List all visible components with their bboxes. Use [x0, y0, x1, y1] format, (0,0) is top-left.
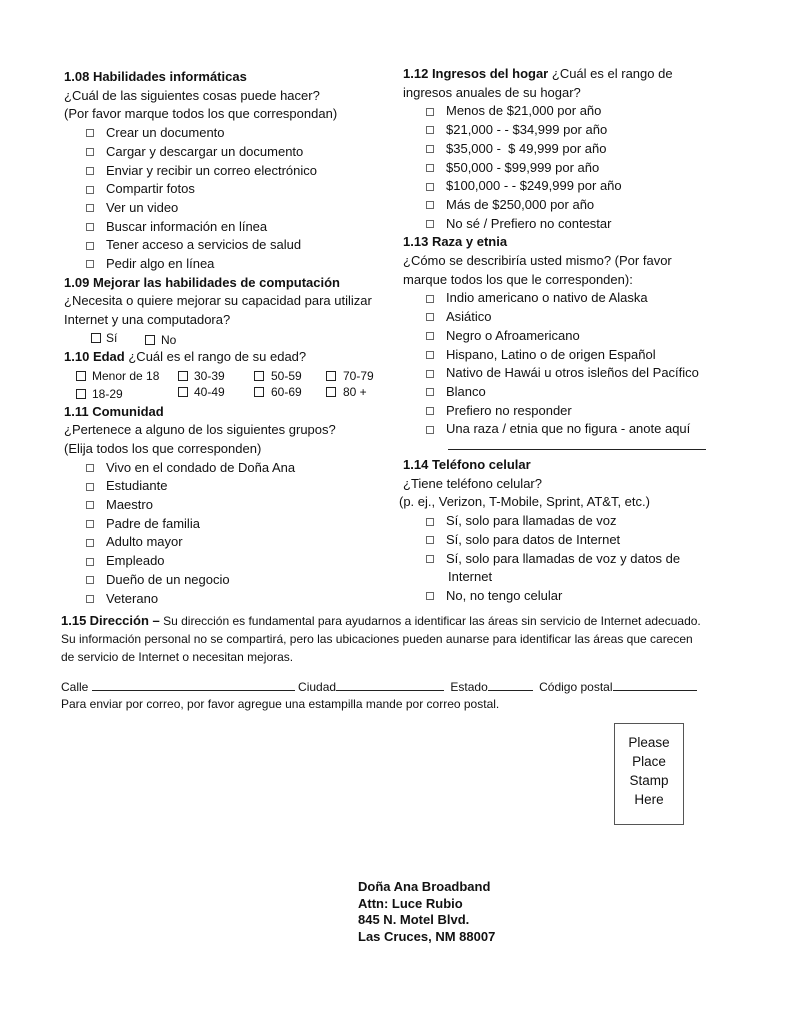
option-label: Asiático — [446, 309, 492, 325]
q112-option[interactable] — [426, 140, 733, 159]
q108-option[interactable] — [86, 255, 394, 274]
q112-heading — [403, 65, 733, 84]
option-label: 70-79 — [343, 368, 374, 383]
q112-option[interactable] — [426, 159, 733, 178]
checkbox[interactable] — [86, 242, 94, 250]
q110-number: 1.10 — [64, 348, 90, 364]
checkbox[interactable] — [86, 148, 94, 156]
checkbox[interactable] — [426, 388, 434, 396]
q115-text2: Su información personal no se compartirá, pero las ubicaciones pueden aunarse para identificar las áreas que carecen — [61, 632, 693, 646]
q111-question: ¿Pertenece a alguno de los siguientes grupos? — [64, 422, 336, 438]
q108-options — [64, 124, 394, 274]
q108-option[interactable] — [86, 143, 394, 162]
checkbox[interactable] — [86, 186, 94, 194]
q112-question: ¿Cuál es el rango de — [551, 66, 673, 81]
q109-number: 1.09 — [64, 274, 90, 290]
checkbox[interactable] — [426, 295, 434, 303]
option-label: $21,000 - - $34,999 por año — [446, 122, 608, 138]
option-label: Sí, solo para llamadas de voz y datos de — [446, 550, 681, 566]
q113-write-in-line[interactable] — [448, 439, 706, 450]
address-fields — [61, 678, 697, 697]
q115-title: Dirección – — [89, 613, 160, 628]
option-label: Más de $250,000 por año — [446, 196, 595, 212]
q113-title: Raza y etnia — [431, 234, 508, 250]
address-line: Las Cruces, NM 88007 — [358, 928, 496, 944]
q111-options — [64, 459, 394, 609]
checkbox[interactable] — [76, 389, 86, 399]
checkbox[interactable] — [86, 558, 94, 566]
q115-number: 1.15 — [61, 613, 87, 628]
q112-title: Ingresos del hogar — [431, 66, 549, 81]
q109-options — [64, 330, 394, 347]
checkbox[interactable] — [86, 129, 94, 137]
checkbox[interactable] — [426, 220, 434, 228]
q108-option[interactable] — [86, 199, 394, 218]
checkbox[interactable] — [145, 335, 155, 345]
option-label: Maestro — [106, 497, 153, 513]
checkbox[interactable] — [254, 371, 264, 381]
checkbox[interactable] — [426, 351, 434, 359]
option-label: Padre de familia — [106, 515, 200, 531]
option-label: Una raza / etnia que no figura - anote aquí — [446, 421, 691, 437]
q110-question: ¿Cuál es el rango de su edad? — [128, 348, 307, 364]
right-column — [399, 65, 733, 606]
option-label: Negro o Afroamericano — [446, 327, 580, 343]
q112-option[interactable] — [426, 177, 733, 196]
q110-option[interactable] — [254, 383, 302, 402]
option-label: Menos de $21,000 por año — [446, 103, 602, 119]
option-label: Crear un documento — [106, 125, 225, 141]
q112-number: 1.12 — [403, 66, 429, 81]
q109-option-no[interactable] — [145, 333, 176, 347]
q108-option[interactable] — [86, 162, 394, 181]
q113-option[interactable] — [426, 364, 733, 383]
q108-option[interactable] — [86, 236, 394, 255]
option-label: 50-59 — [271, 368, 302, 383]
checkbox[interactable] — [426, 592, 434, 600]
option-label: Buscar información en línea — [106, 218, 268, 234]
city-input[interactable] — [336, 679, 444, 691]
stamp-line: Here — [634, 792, 664, 807]
checkbox[interactable] — [86, 204, 94, 212]
q111-option[interactable] — [86, 515, 394, 534]
street-input[interactable] — [92, 679, 295, 691]
q109-question-cont: Internet y una computadora? — [64, 312, 231, 328]
checkbox[interactable] — [426, 108, 434, 116]
checkbox[interactable] — [326, 387, 336, 397]
q111-number: 1.11 — [64, 403, 89, 419]
checkbox[interactable] — [86, 595, 94, 603]
option-label: $100,000 - - $249,999 por año — [446, 178, 622, 194]
checkbox[interactable] — [86, 539, 94, 547]
option-label: Nativo de Hawái u otros isleños del Pacífico — [446, 365, 699, 381]
q113-option[interactable] — [426, 383, 733, 402]
q113-question-cont: marque todos los que le corresponden): — [403, 271, 633, 287]
option-label: 30-39 — [194, 368, 225, 383]
checkbox[interactable] — [426, 407, 434, 415]
q110-option[interactable] — [326, 383, 367, 402]
option-label: Enviar y recibir un correo electrónico — [106, 162, 317, 178]
q114-option[interactable] — [426, 531, 733, 550]
q114-options — [403, 512, 733, 606]
checkbox[interactable] — [426, 426, 434, 434]
checkbox[interactable] — [86, 501, 94, 509]
checkbox[interactable] — [86, 167, 94, 175]
q108-question: ¿Cuál de las siguientes cosas puede hacer? — [64, 87, 320, 103]
option-label: $35,000 - $ 49,999 por año — [446, 140, 607, 156]
option-label: Pedir algo en línea — [106, 256, 215, 272]
option-label: Sí, solo para llamadas de voz — [446, 513, 617, 529]
q109-heading — [64, 274, 394, 293]
q113-options — [403, 289, 733, 450]
zip-label: Código postal — [539, 680, 613, 694]
q110-title: Edad — [92, 348, 125, 364]
checkbox[interactable] — [91, 333, 101, 343]
q114-option[interactable] — [426, 512, 733, 531]
q111-option[interactable] — [86, 496, 394, 515]
checkbox[interactable] — [426, 518, 434, 526]
q114-option-cont: Internet — [448, 569, 493, 585]
street-label: Calle — [61, 680, 89, 694]
option-label: Sí — [106, 331, 118, 345]
option-label: Empleado — [106, 553, 165, 569]
q114-title: Teléfono celular — [431, 457, 531, 473]
option-label: $50,000 - $99,999 por año — [446, 159, 600, 175]
zip-input[interactable] — [613, 679, 697, 691]
checkbox[interactable] — [426, 126, 434, 134]
stamp-line: Place — [632, 754, 666, 769]
checkbox[interactable] — [426, 164, 434, 172]
option-label: Adulto mayor — [106, 534, 183, 550]
address-line: Doña Ana Broadband — [358, 879, 491, 894]
checkbox[interactable] — [86, 464, 94, 472]
q108-title: Habilidades informáticas — [92, 69, 247, 84]
q112-option[interactable] — [426, 215, 733, 234]
state-input[interactable] — [488, 679, 533, 691]
q111-option[interactable] — [86, 459, 394, 478]
q113-option[interactable] — [426, 420, 733, 439]
option-label: 80 + — [343, 384, 367, 399]
checkbox[interactable] — [86, 483, 94, 491]
option-label: 18-29 — [92, 386, 123, 401]
q114-option[interactable] — [426, 587, 733, 606]
q108-instruction: (Por favor marque todos los que correspondan) — [64, 106, 338, 122]
option-label: Prefiero no responder — [446, 402, 572, 418]
q109-question: ¿Necesita o quiere mejorar su capacidad para utilizar — [64, 293, 372, 309]
q109-title: Mejorar las habilidades de computación — [92, 274, 341, 290]
option-label: Estudiante — [106, 478, 168, 494]
q112-option[interactable] — [426, 121, 733, 140]
q108-option[interactable] — [86, 180, 394, 199]
address-line: Attn: Luce Rubio — [358, 895, 463, 911]
q112-option[interactable] — [426, 102, 733, 121]
checkbox[interactable] — [254, 387, 264, 397]
q114-instruction: (p. ej., Verizon, T-Mobile, Sprint, AT&T, etc.) — [399, 494, 650, 510]
q115-line1 — [61, 612, 701, 630]
q111-title: Comunidad — [92, 403, 164, 419]
q110-heading — [64, 348, 394, 367]
checkbox[interactable] — [86, 223, 94, 231]
q115-paragraph — [61, 612, 701, 666]
mailing-address — [358, 879, 495, 945]
option-label: Tener acceso a servicios de salud — [106, 237, 302, 253]
option-label: Ver un video — [106, 199, 179, 215]
checkbox[interactable] — [426, 201, 434, 209]
mail-note: Para enviar por correo, por favor agregue una estampilla mande por correo postal. — [61, 697, 500, 711]
q109-option-yes[interactable] — [91, 330, 145, 347]
stamp-line: Please — [628, 735, 670, 750]
option-label: No sé / Prefiero no contestar — [446, 215, 612, 231]
q112-option[interactable] — [426, 196, 733, 215]
q111-instruction: (Elija todos los que corresponden) — [64, 440, 262, 456]
city-label: Ciudad — [298, 680, 337, 694]
option-label: Compartir fotos — [106, 181, 195, 197]
q108-number: 1.08 — [64, 69, 90, 84]
checkbox[interactable] — [426, 183, 434, 191]
option-label: Vivo en el condado de Doña Ana — [106, 459, 296, 475]
option-label: 40-49 — [194, 384, 225, 399]
option-label: No, no tengo celular — [446, 587, 563, 603]
left-column — [64, 68, 394, 608]
q113-option[interactable] — [426, 402, 733, 421]
q111-option[interactable] — [86, 533, 394, 552]
state-label: Estado — [450, 680, 488, 694]
q113-option[interactable] — [426, 289, 733, 308]
q113-number: 1.13 — [403, 234, 429, 250]
checkbox[interactable] — [86, 520, 94, 528]
option-label: Indio americano o nativo de Alaska — [446, 290, 648, 306]
checkbox[interactable] — [426, 332, 434, 340]
checkbox[interactable] — [76, 371, 86, 381]
q110-option[interactable] — [76, 385, 123, 404]
q113-option[interactable] — [426, 346, 733, 365]
q110-option[interactable] — [76, 367, 159, 386]
q110-option[interactable] — [178, 383, 225, 402]
q113-heading — [403, 233, 733, 252]
option-label: Veterano — [106, 590, 159, 606]
q111-option[interactable] — [86, 552, 394, 571]
q113-option[interactable] — [426, 308, 733, 327]
q108-option[interactable] — [86, 218, 394, 237]
option-label: Blanco — [446, 383, 486, 399]
q115-text3: de servicio de Internet o necesitan mejoras. — [61, 650, 294, 664]
stamp-box — [614, 723, 684, 825]
q114-option[interactable] — [426, 550, 733, 569]
q113-question: ¿Cómo se describiría usted mismo? (Por favor — [403, 253, 672, 269]
checkbox[interactable] — [178, 387, 188, 397]
checkbox[interactable] — [178, 371, 188, 381]
checkbox[interactable] — [426, 536, 434, 544]
q112-options — [403, 102, 733, 233]
option-label: No — [161, 332, 177, 347]
option-label: Menor de 18 — [92, 368, 160, 383]
stamp-line: Stamp — [629, 773, 669, 788]
option-label: Sí, solo para datos de Internet — [446, 531, 621, 547]
q111-option[interactable] — [86, 590, 394, 609]
checkbox[interactable] — [426, 313, 434, 321]
checkbox[interactable] — [426, 555, 434, 563]
q110-options — [64, 367, 394, 403]
checkbox[interactable] — [426, 370, 434, 378]
q111-heading — [64, 403, 394, 422]
q114-number: 1.14 — [403, 457, 429, 473]
q108-option[interactable] — [86, 124, 394, 143]
address-line: 845 N. Motel Blvd. — [358, 912, 470, 927]
q112-question-cont: ingresos anuales de su hogar? — [403, 84, 581, 100]
checkbox[interactable] — [86, 576, 94, 584]
checkbox[interactable] — [326, 371, 336, 381]
option-label: Cargar y descargar un documento — [106, 143, 304, 159]
q114-question: ¿Tiene teléfono celular? — [403, 475, 542, 491]
q108-heading — [64, 68, 394, 87]
q115-text1: Su dirección es fundamental para ayudarnos a identificar las áreas sin servicio de Internet adecuado. — [163, 614, 701, 628]
option-label: Dueño de un negocio — [106, 571, 230, 587]
checkbox[interactable] — [86, 260, 94, 268]
q113-option[interactable] — [426, 327, 733, 346]
option-label: Hispano, Latino o de origen Español — [446, 346, 656, 362]
option-label: 60-69 — [271, 384, 302, 399]
q111-option[interactable] — [86, 477, 394, 496]
checkbox[interactable] — [426, 145, 434, 153]
q114-heading — [403, 456, 733, 475]
q111-option[interactable] — [86, 571, 394, 590]
